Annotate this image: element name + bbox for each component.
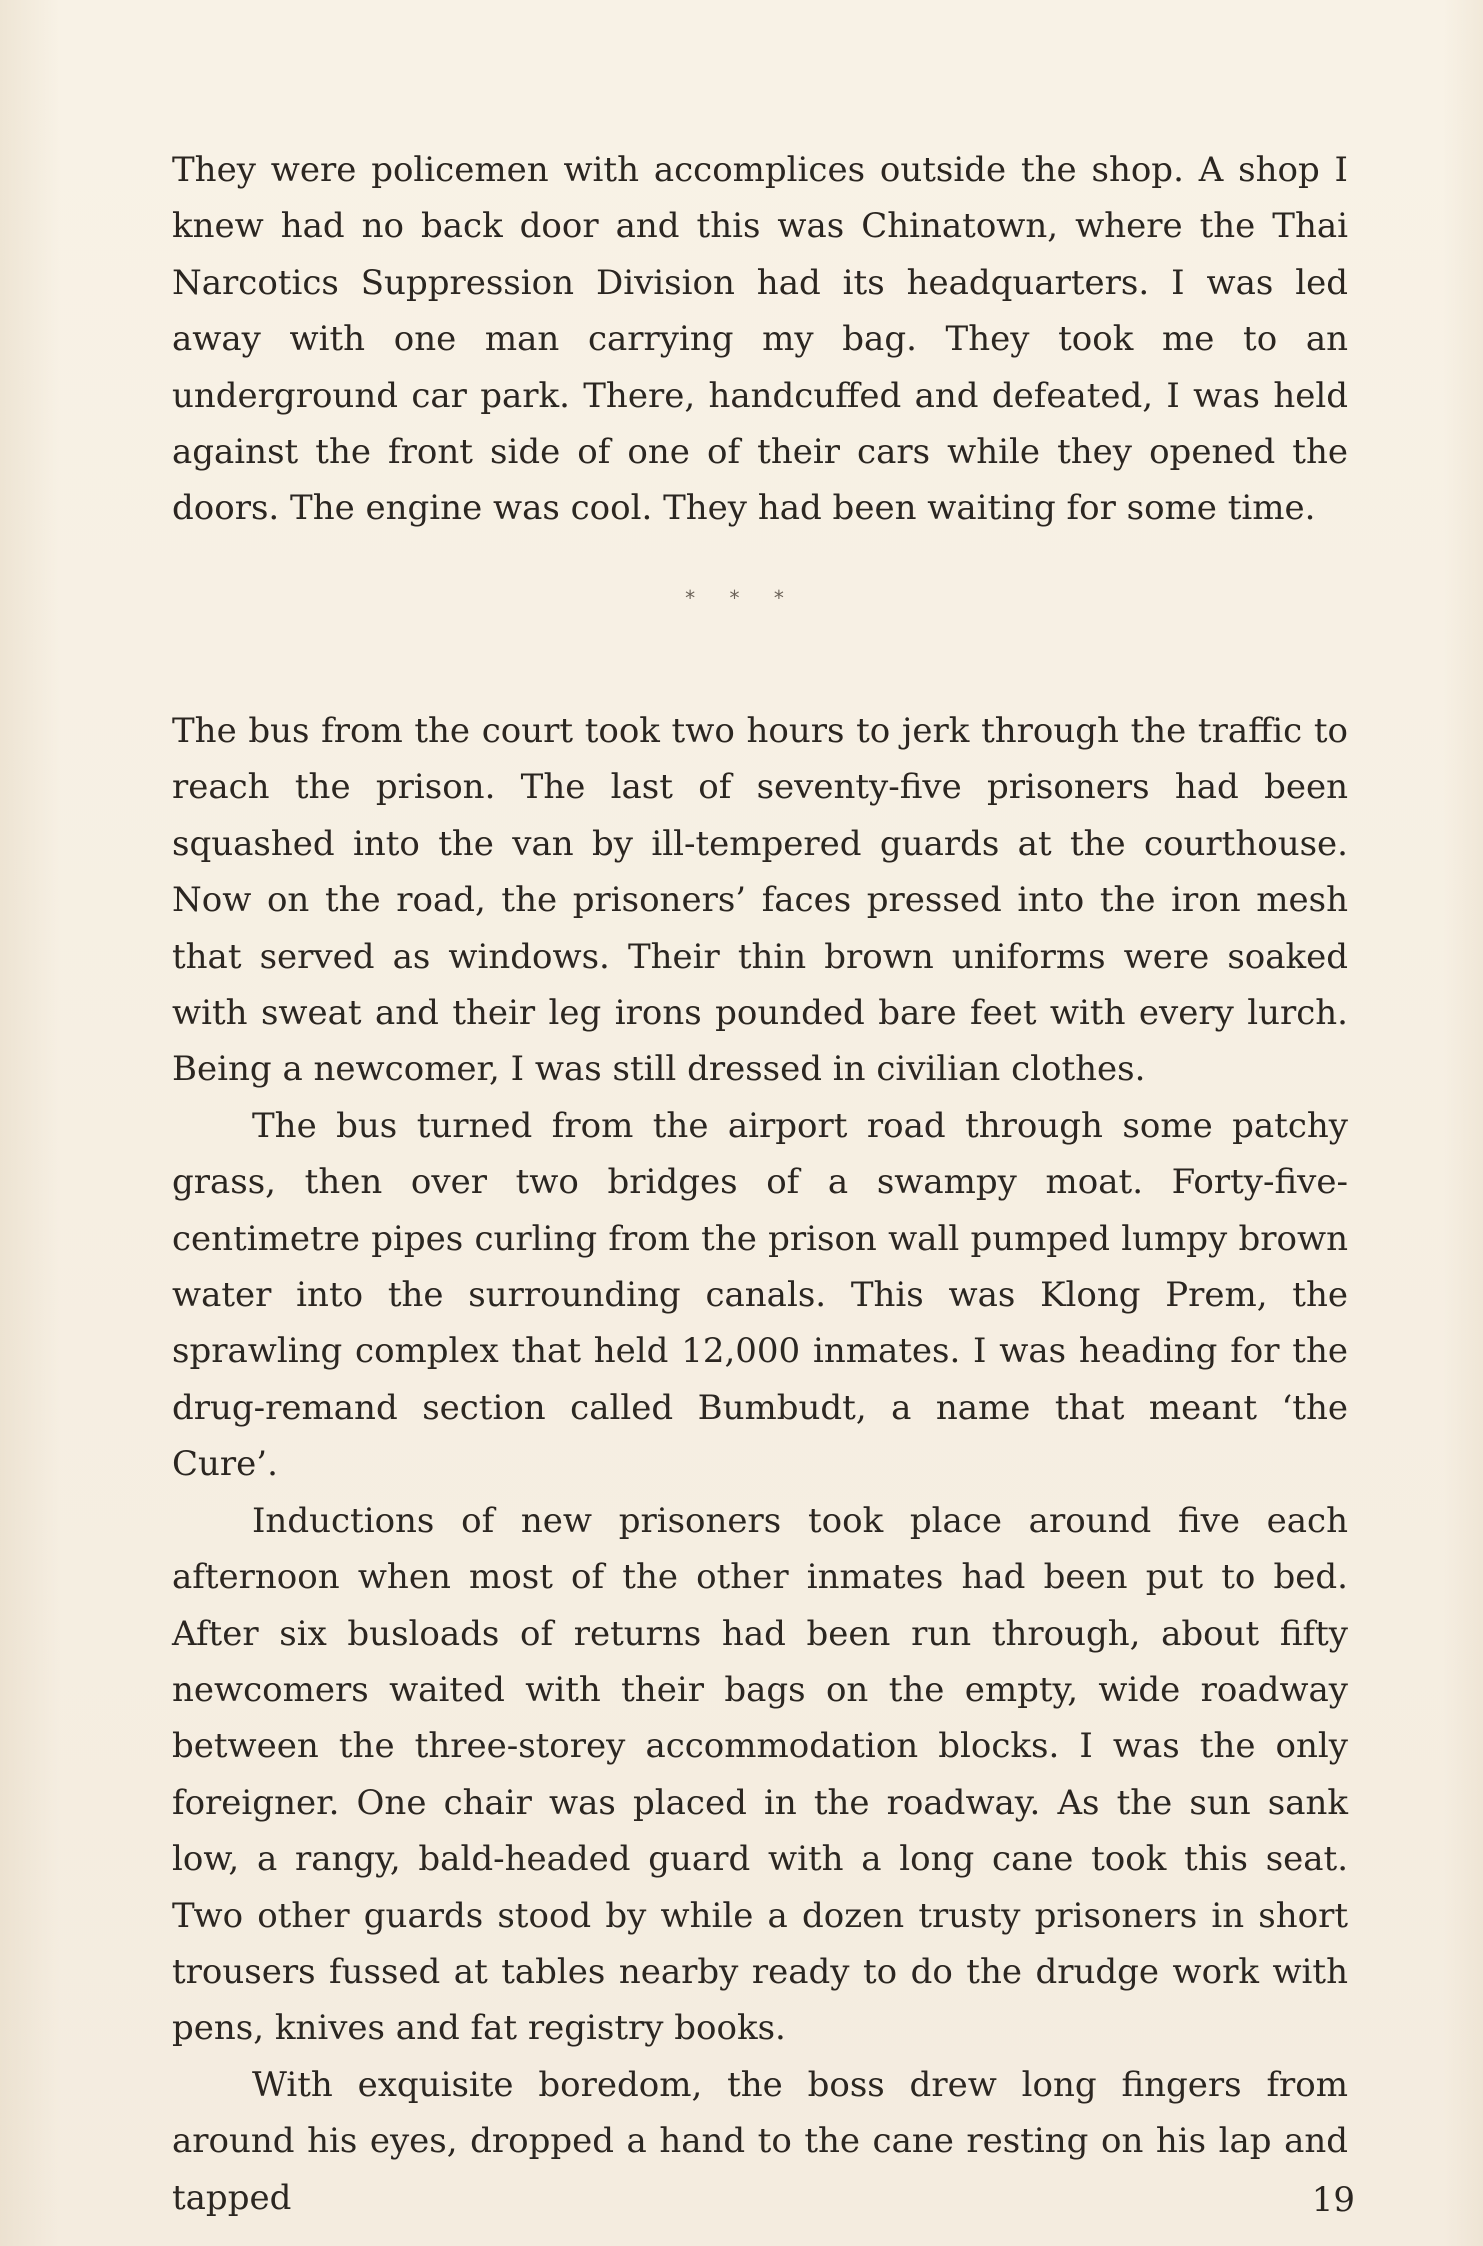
page-number: 19 <box>1311 2180 1355 2220</box>
paragraph: The bus from the court took two hours to jerk through the traffic to reach the prison. The last of seventy-five prisoners had been squashed into the van by ill-tempered guards at the courthouse. Now on the road, the prisoners’ faces pressed into the iron mesh that served as windows. Their thin brown uniforms were soaked with sweat and their leg irons pounded bare feet with every lurch. Being a newcomer, I was still dressed in civilian clothes. <box>172 711 1348 1090</box>
section-1 <box>172 142 1348 537</box>
page-edge-shadow <box>1443 0 1483 2246</box>
section-2 <box>172 703 1348 2226</box>
paragraph: They were policemen with accomplices outside the shop. A shop I knew had no back door and this was Chinatown, where the Thai Narcotics Suppression Division had its headquarters. I was led away with one man carrying my bag. They took me to an underground car park. There, handcuffed and defeated, I was held against the front side of one of their cars while they opened the doors. The engine was cool. They had been waiting for some time. <box>172 150 1348 529</box>
paragraph: With exquisite boredom, the boss drew long fingers from around his eyes, dropped a hand to the cane resting on his lap and tapped <box>172 2064 1348 2218</box>
section-separator: * * * <box>685 586 798 610</box>
paragraph: Inductions of new prisoners took place around five each afternoon when most of the other inmates had been put to bed. After six busloads of returns had been run through, about fifty newcomers waited with their bags on the empty, wide roadway between the three-storey accommodation blocks. I was the only foreigner. One chair was placed in the roadway. As the sun sank low, a rangy, bald-headed guard with a long cane took this seat. Two other guards stood by while a dozen trusty prisoners in short trousers fussed at tables nearby ready to do the drudge work with pens, knives and fat registry books. <box>172 1500 1348 2049</box>
paragraph: The bus turned from the airport road through some patchy grass, then over two bridges of a swampy moat. Forty-five-centimetre pipes curling from the prison wall pumped lumpy brown water into the surrounding canals. This was Klong Prem, the sprawling complex that held 12,000 inmates. I was heading for the drug-remand section called Bumbudt, a name that meant ‘the Cure’. <box>172 1105 1348 1485</box>
page-gutter-shadow <box>0 0 60 2246</box>
